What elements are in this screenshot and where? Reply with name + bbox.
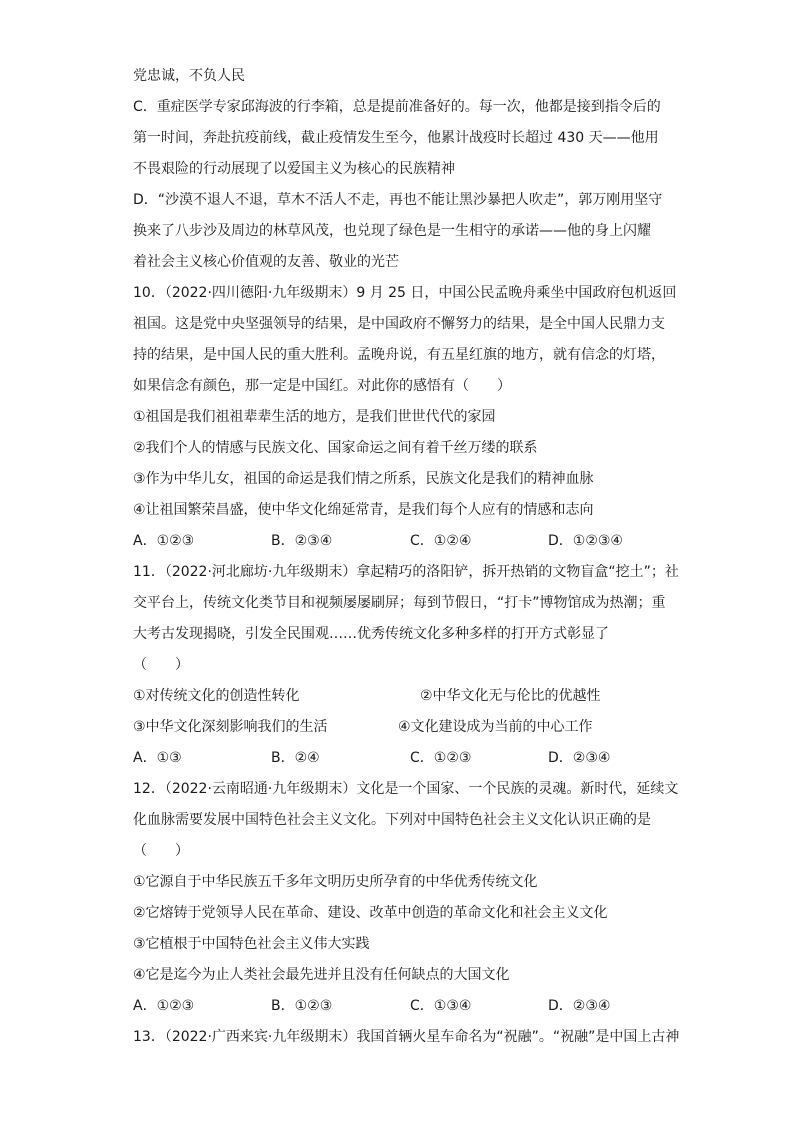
- statement-item: ④让祖国繁荣昌盛，使中华文化绵延常青，是我们每个人应有的情感和志向: [133, 502, 594, 518]
- option-c: C．①②④: [410, 533, 472, 549]
- text-line: 化血脉需要发展中国特色社会主义文化。下列对中国特色社会主义文化认识正确的是: [133, 812, 651, 828]
- question-13-stem: 13．（2022·广西来宾·九年级期末）我国首辆火星车命名为“祝融”。“祝融”是中国上古神: [133, 1029, 680, 1045]
- statement-item: ③中华文化深刻影响我们的生活: [133, 719, 328, 735]
- answer-blank: （ ）: [133, 843, 189, 859]
- statement-item: ④文化建设成为当前的中心工作: [398, 719, 593, 735]
- question-11-statements-row-1: [133, 686, 693, 706]
- option-c: C．①③④: [410, 998, 472, 1014]
- statement-item: ②中华文化无与伦比的优越性: [420, 688, 601, 704]
- statement-item: ②我们个人的情感与民族文化、国家命运之间有着千丝万缕的联系: [133, 440, 538, 456]
- question-12-stem: 12．（2022·云南昭通·九年级期末）文化是一个国家、一个民族的灵魂。新时代，延续文: [133, 781, 679, 797]
- option-a: A．①③: [133, 750, 182, 766]
- option-b: B．②④: [271, 750, 320, 766]
- question-11-options: [133, 748, 693, 768]
- option-c-line: C．重症医学专家邱海波的行李箱，总是提前准备好的。每一次，他都是接到指令后的: [133, 99, 661, 115]
- option-d: D．①②③④: [548, 533, 623, 549]
- question-11-statements-row-2: [133, 717, 693, 737]
- statement-item: ②它熔铸于党领导人民在革命、建设、改革中创造的革命文化和社会主义文化: [133, 905, 608, 921]
- option-d: D．②③④: [548, 750, 611, 766]
- statement-item: ③作为中华儿女，祖国的命运是我们情之所系，民族文化是我们的精神血脉: [133, 471, 594, 487]
- question-10-options: [133, 531, 693, 551]
- text-line: 持的结果，是中国人民的重大胜利。孟晚舟说，有五星红旗的地方，就有信念的灯塔，: [133, 347, 665, 363]
- statement-item: ④它是迄今为止人类社会最先进并且没有任何缺点的大国文化: [133, 967, 510, 983]
- option-a: A．①②③: [133, 998, 195, 1014]
- text-line: 大考古发现揭晓，引发全民围观……优秀传统文化多种多样的打开方式彰显了: [133, 626, 609, 642]
- statement-item: ①对传统文化的创造性转化: [133, 688, 300, 704]
- text-line: 党忠诚，不负人民: [133, 68, 245, 84]
- option-d: D．②③④: [548, 998, 611, 1014]
- text-line: 换来了八步沙及周边的林草风茂，也兑现了绿色是一生相守的承诺——他的身上闪耀: [133, 223, 651, 239]
- option-d-line: D．“沙漠不退人不退，草木不活人不走，再也不能让黑沙暴把人吹走”，郭万刚用坚守: [133, 192, 663, 208]
- text-line: 如果信念有颜色，那一定是中国红。对此你的感悟有（ ）: [133, 378, 511, 394]
- answer-blank: （ ）: [133, 657, 189, 673]
- text-line: 着社会主义核心价值观的友善、敬业的光芒: [133, 254, 399, 270]
- statement-item: ①它源自于中华民族五千多年文明历史所孕育的中华优秀传统文化: [133, 874, 538, 890]
- statement-item: ③它植根于中国特色社会主义伟大实践: [133, 936, 370, 952]
- text-line: 交平台上，传统文化类节目和视频屡屡刷屏；每到节假日，“打卡”博物馆成为热潮；重: [133, 595, 666, 611]
- option-c: C．①②③: [410, 750, 472, 766]
- text-line: 祖国。这是党中央坚强领导的结果，是中国政府不懈努力的结果，是全中国人民鼎力支: [133, 316, 665, 332]
- question-10-stem: 10．（2022·四川德阳·九年级期末）9 月 25 日，中国公民孟晚舟乘坐中国政府包机返回: [133, 285, 677, 301]
- option-b: B．②③④: [271, 533, 333, 549]
- option-a: A．①②③: [133, 533, 195, 549]
- question-12-options: [133, 996, 693, 1016]
- text-line: 第一时间，奔赴抗疫前线，截止疫情发生至今，他累计战疫时长超过 430 天——他用: [133, 130, 659, 146]
- question-11-stem: 11．（2022·河北廊坊·九年级期末）拿起精巧的洛阳铲，拆开热销的文物盲盒“挖土”；社: [133, 564, 679, 580]
- option-b: B．①②③: [271, 998, 333, 1014]
- text-line: 不畏艰险的行动展现了以爱国主义为核心的民族精神: [133, 161, 455, 177]
- statement-item: ①祖国是我们祖祖辈辈生活的地方，是我们世世代代的家园: [133, 409, 496, 425]
